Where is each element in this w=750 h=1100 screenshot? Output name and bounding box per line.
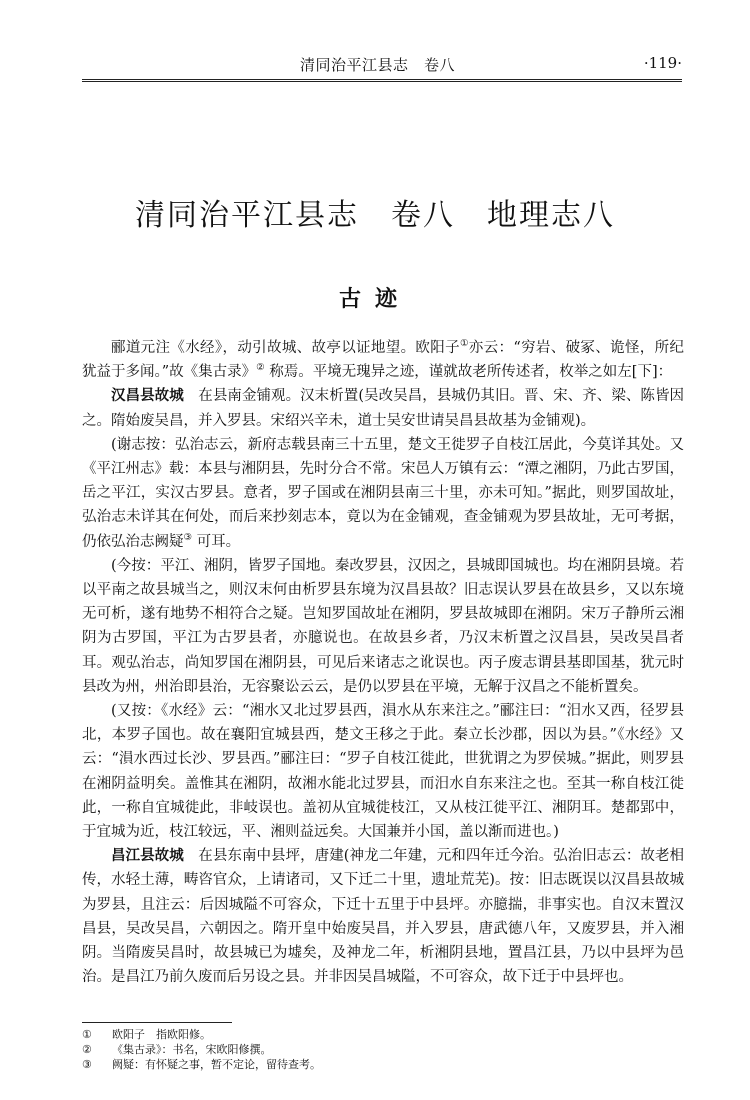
body-text <box>82 336 684 989</box>
footnotes <box>82 1027 682 1072</box>
footnote-marker: ② <box>256 362 265 374</box>
paragraph-jin-note: (今按：平江、湘阴，皆罗子国地。秦改罗县，汉因之，县城即国城也。均在湘阴县境。若以平南之故县城当之，则汉末何由析罗县东境为汉昌县故？旧志误认罗县在故县乡，又以东境无可析，遂有地势不相符合之疑。岂知罗国故址在湘阴，罗县故城即在湘阴。宋万子静所云湘阴为古罗国，平江为古罗县者，亦臆说也。在故县乡者，乃汉末析置之汉昌县，吴改吴昌者耳。观弘治志，尚知罗国在湘阴县，可见后来诸志之讹误也。丙子废志谓县基即国基，犹元时县改为州，州治即县治，无容聚讼云云，是仍以罗县在平境，无解于汉昌之不能析置矣。 <box>82 557 684 695</box>
running-header <box>82 50 682 78</box>
section-title: 古迹 <box>338 286 411 312</box>
footnote-marker: ③ <box>183 531 193 543</box>
paragraph-changjiang: 昌江县故城 在县东南中县坪，唐建(神龙二年建，元和四年迁今治。弘治旧志云：故老相传，水轻土薄，畴咨官众，上请诸司，又下迁二十里，遗址荒芜)。按：旧志既误以汉昌县故城为罗县，且注云：后因城隘不可容众，下迁十五里于中县坪。亦臆揣，非事实也。自汉末置汉昌县，吴改吴昌，六朝因之。隋开皇中始废吴昌，并入罗县，唐武德八年，又废罗县，并入湘阴。当隋废吴昌时，故县城已为墟矣，及神龙二年，析湘阴县地，置昌江县，乃以中县坪为邑治。是昌江乃前久废而后另设之县。并非因吴昌城隘，不可容众，故下迁于中县坪也。 <box>82 847 685 986</box>
header-rule-thin <box>82 81 682 82</box>
footnote: ① 欧阳子 指欧阳修。 <box>82 1028 211 1041</box>
paragraph-hanchang: 汉昌县故城 在县南金铺观。汉末析置(吴改吴昌，县城仍其旧。晋、宋、齐、梁、陈皆因之。隋始废吴昌，并入罗县。宋绍兴辛未，道士吴安世请吴昌县故基为金铺观)。 <box>82 387 685 429</box>
footnote-rule <box>82 1022 232 1023</box>
footnote: ③ 阙疑：有怀疑之事，暂不定论，留待查考。 <box>82 1058 321 1071</box>
paragraph-intro: 郦道元注《水经》，动引故城、故亭以证地望。欧阳子①亦云：“穷岩、破冢、诡怪，所纪犹益于多闻。”故《集古录》② 称焉。平境无瑰异之迹，谨就故老所传述者，枚举之如左[下]： <box>82 338 684 381</box>
entry-heading: 昌江县故城 <box>111 847 184 865</box>
chapter-title: 清同治平江县志 卷八 地理志八 <box>135 198 615 233</box>
running-header-title: 清同治平江县志 卷八 <box>300 56 456 74</box>
page-number: ·119· <box>643 54 682 72</box>
entry-heading: 汉昌县故城 <box>111 387 184 405</box>
paragraph-you-note: (又按：《水经》云：“湘水又北过罗县西，溳水从东来注之。”郦注曰：“汨水又西，径罗县北，本罗子国也。故在襄阳宜城县西，楚文王移之于此。秦立长沙郡，因以为县。”《水经》又云：“溳水西过长沙、罗县西。”郦注曰：“罗子自枝江徙此，世犹谓之为罗侯城。”据此，则罗县在湘阴益明矣。盖惟其在湘阴，故湘水能北过罗县，而汨水自东来注之也。至其一称自枝江徙此，一称自宜城徙此，非岐误也。盖初从宜城徙枝江，又从枝江徙平江、湘阴耳。楚都郢中，于宜城为近，枝江较远，平、湘则益远矣。大国兼并小国，盖以渐而进也。) <box>82 703 684 841</box>
header-rule <box>82 79 682 80</box>
footnote: ② 《集古录》：书名，宋欧阳修撰。 <box>82 1043 272 1056</box>
paragraph-xie-note: (谢志按：弘治志云，新府志载县南三十五里，楚文王徙罗子自枝江居此，今莫详其处。又《平江州志》载：本县与湘阴县，先时分合不常。宋邑人万镇有云：“潭之湘阴，乃此古罗国，岳之平江，实汉古罗县。意者，罗子国或在湘阴县南三十里，亦未可知。”据此，则罗国故址，弘治志未详其在何处，而后来抄刻志本，竟以为在金铺观，查金铺观为罗县故址，无可考据，仍依弘治志阙疑③ 可耳。 <box>82 436 684 550</box>
footnote-marker: ① <box>459 338 469 350</box>
